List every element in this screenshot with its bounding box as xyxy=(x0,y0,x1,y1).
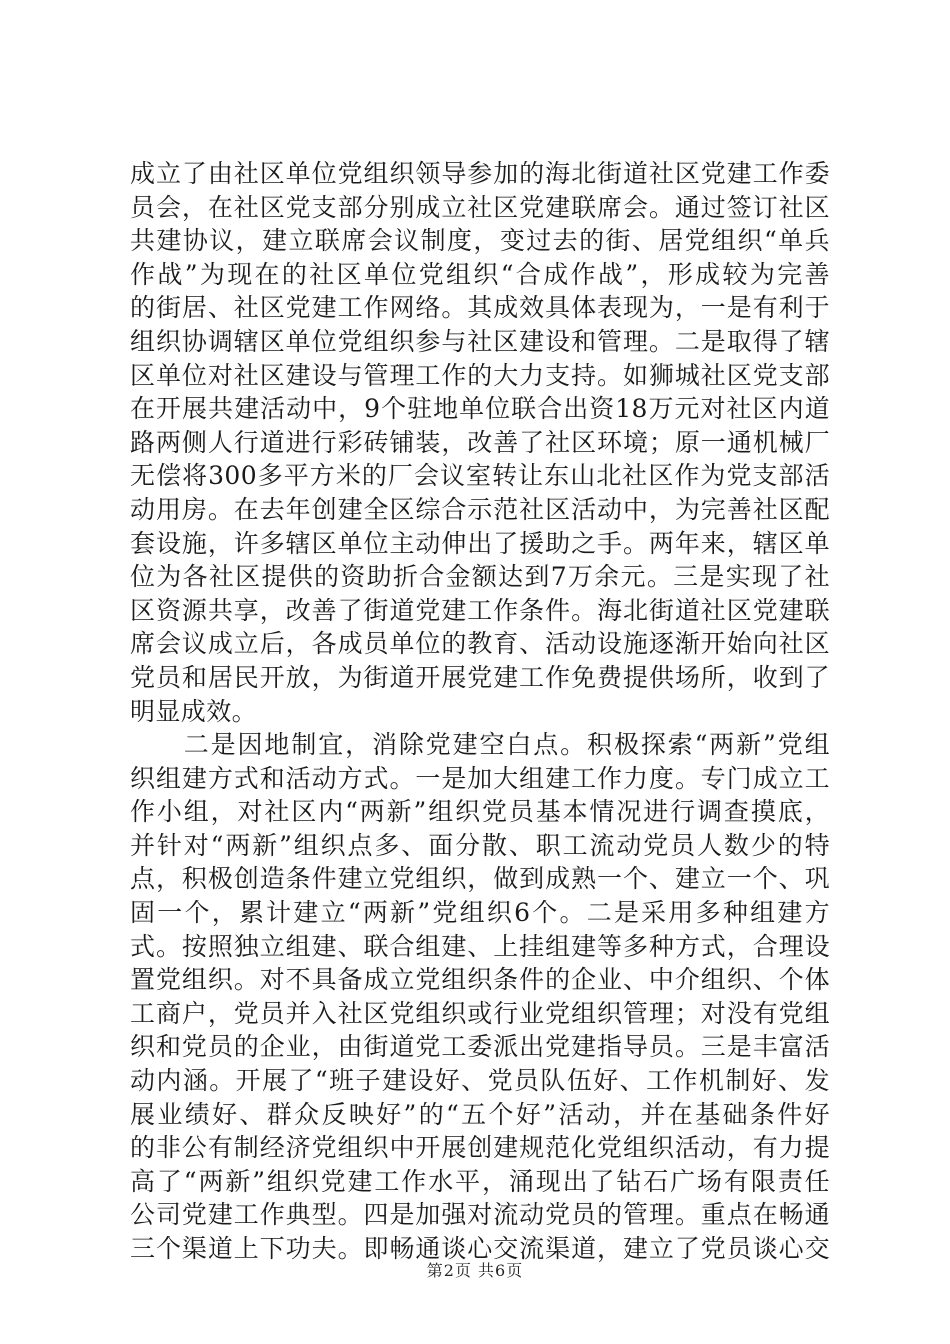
text-line: 作小组，对社区内“两新”组织党员基本情况进行调查摸底， xyxy=(130,797,830,827)
text-line: 三个渠道上下功夫。即畅通谈心交流渠道，建立了党员谈心交 xyxy=(130,1234,830,1263)
text-line: 动内涵。开展了“班子建设好、党员队伍好、工作机制好、发 xyxy=(130,1066,830,1096)
text-line: 明显成效。 xyxy=(130,696,258,726)
text-line: 套设施，许多辖区单位主动伸出了援助之手。两年来，辖区单 xyxy=(130,528,830,558)
text-line: 展业绩好、群众反映好”的“五个好”活动，并在基础条件好 xyxy=(130,1099,830,1129)
text-line: 成立了由社区单位党组织领导参加的海北街道社区党建工作委 xyxy=(130,159,830,188)
text-line: 高了“两新”组织党建工作水平，涌现出了钻石广场有限责任 xyxy=(130,1166,830,1196)
text-line: 作战”为现在的社区单位党组织“合成作战”，形成较为完善 xyxy=(130,259,830,289)
text-line: 二是因地制宜，消除党建空白点。积极探索“两新”党组 xyxy=(130,730,830,760)
text-line: 区单位对社区建设与管理工作的大力支持。如狮城社区党支部 xyxy=(130,360,830,390)
page-footer: 第2页 共6页 xyxy=(426,1261,524,1280)
text-line: 式。按照独立组建、联合组建、上挂组建等多种方式，合理设 xyxy=(130,931,830,961)
text-line: 席会议成立后，各成员单位的教育、活动设施逐渐开始向社区 xyxy=(130,629,830,659)
text-line: 的非公有制经济党组织中开展创建规范化党组织活动，有力提 xyxy=(130,1133,830,1163)
text-line: 点，积极创造条件建立党组织，做到成熟一个、建立一个、巩 xyxy=(130,864,830,894)
text-line: 的街居、社区党建工作网络。其成效具体表现为，一是有利于 xyxy=(130,293,830,323)
text-line: 公司党建工作典型。四是加强对流动党员的管理。重点在畅通 xyxy=(130,1200,830,1230)
text-line: 区资源共享，改善了街道党建工作条件。海北街道社区党建联 xyxy=(130,595,830,625)
body-text xyxy=(130,157,830,1266)
text-line: 路两侧人行道进行彩砖铺装，改善了社区环境；原一通机械厂 xyxy=(130,427,830,457)
text-line: 位为各社区提供的资助折合金额达到7万余元。三是实现了社 xyxy=(130,562,830,592)
text-line: 无偿将300多平方米的厂会议室转让东山北社区作为党支部活 xyxy=(130,461,830,491)
text-line: 织和党员的企业，由街道党工委派出党建指导员。三是丰富活 xyxy=(130,1032,830,1062)
text-line: 组织协调辖区单位党组织参与社区建设和管理。二是取得了辖 xyxy=(130,326,830,356)
text-line: 党员和居民开放，为街道开展党建工作免费提供场所，收到了 xyxy=(130,662,830,692)
text-line: 员会，在社区党支部分别成立社区党建联席会。通过签订社区 xyxy=(130,192,830,222)
text-line: 并针对“两新”组织点多、面分散、职工流动党员人数少的特 xyxy=(130,830,830,860)
text-line: 织组建方式和活动方式。一是加大组建工作力度。专门成立工 xyxy=(130,763,830,793)
text-line: 置党组织。对不具备成立党组织条件的企业、中介组织、个体 xyxy=(130,965,830,995)
text-line: 共建协议，建立联席会议制度，变过去的街、居党组织“单兵 xyxy=(130,226,830,256)
text-line: 工商户，党员并入社区党组织或行业党组织管理；对没有党组 xyxy=(130,998,830,1028)
text-line: 动用房。在去年创建全区综合示范社区活动中，为完善社区配 xyxy=(130,494,830,524)
text-line: 固一个，累计建立“两新”党组织6个。二是采用多种组建方 xyxy=(130,898,830,928)
text-line: 在开展共建活动中，9个驻地单位联合出资18万元对社区内道 xyxy=(130,394,830,424)
